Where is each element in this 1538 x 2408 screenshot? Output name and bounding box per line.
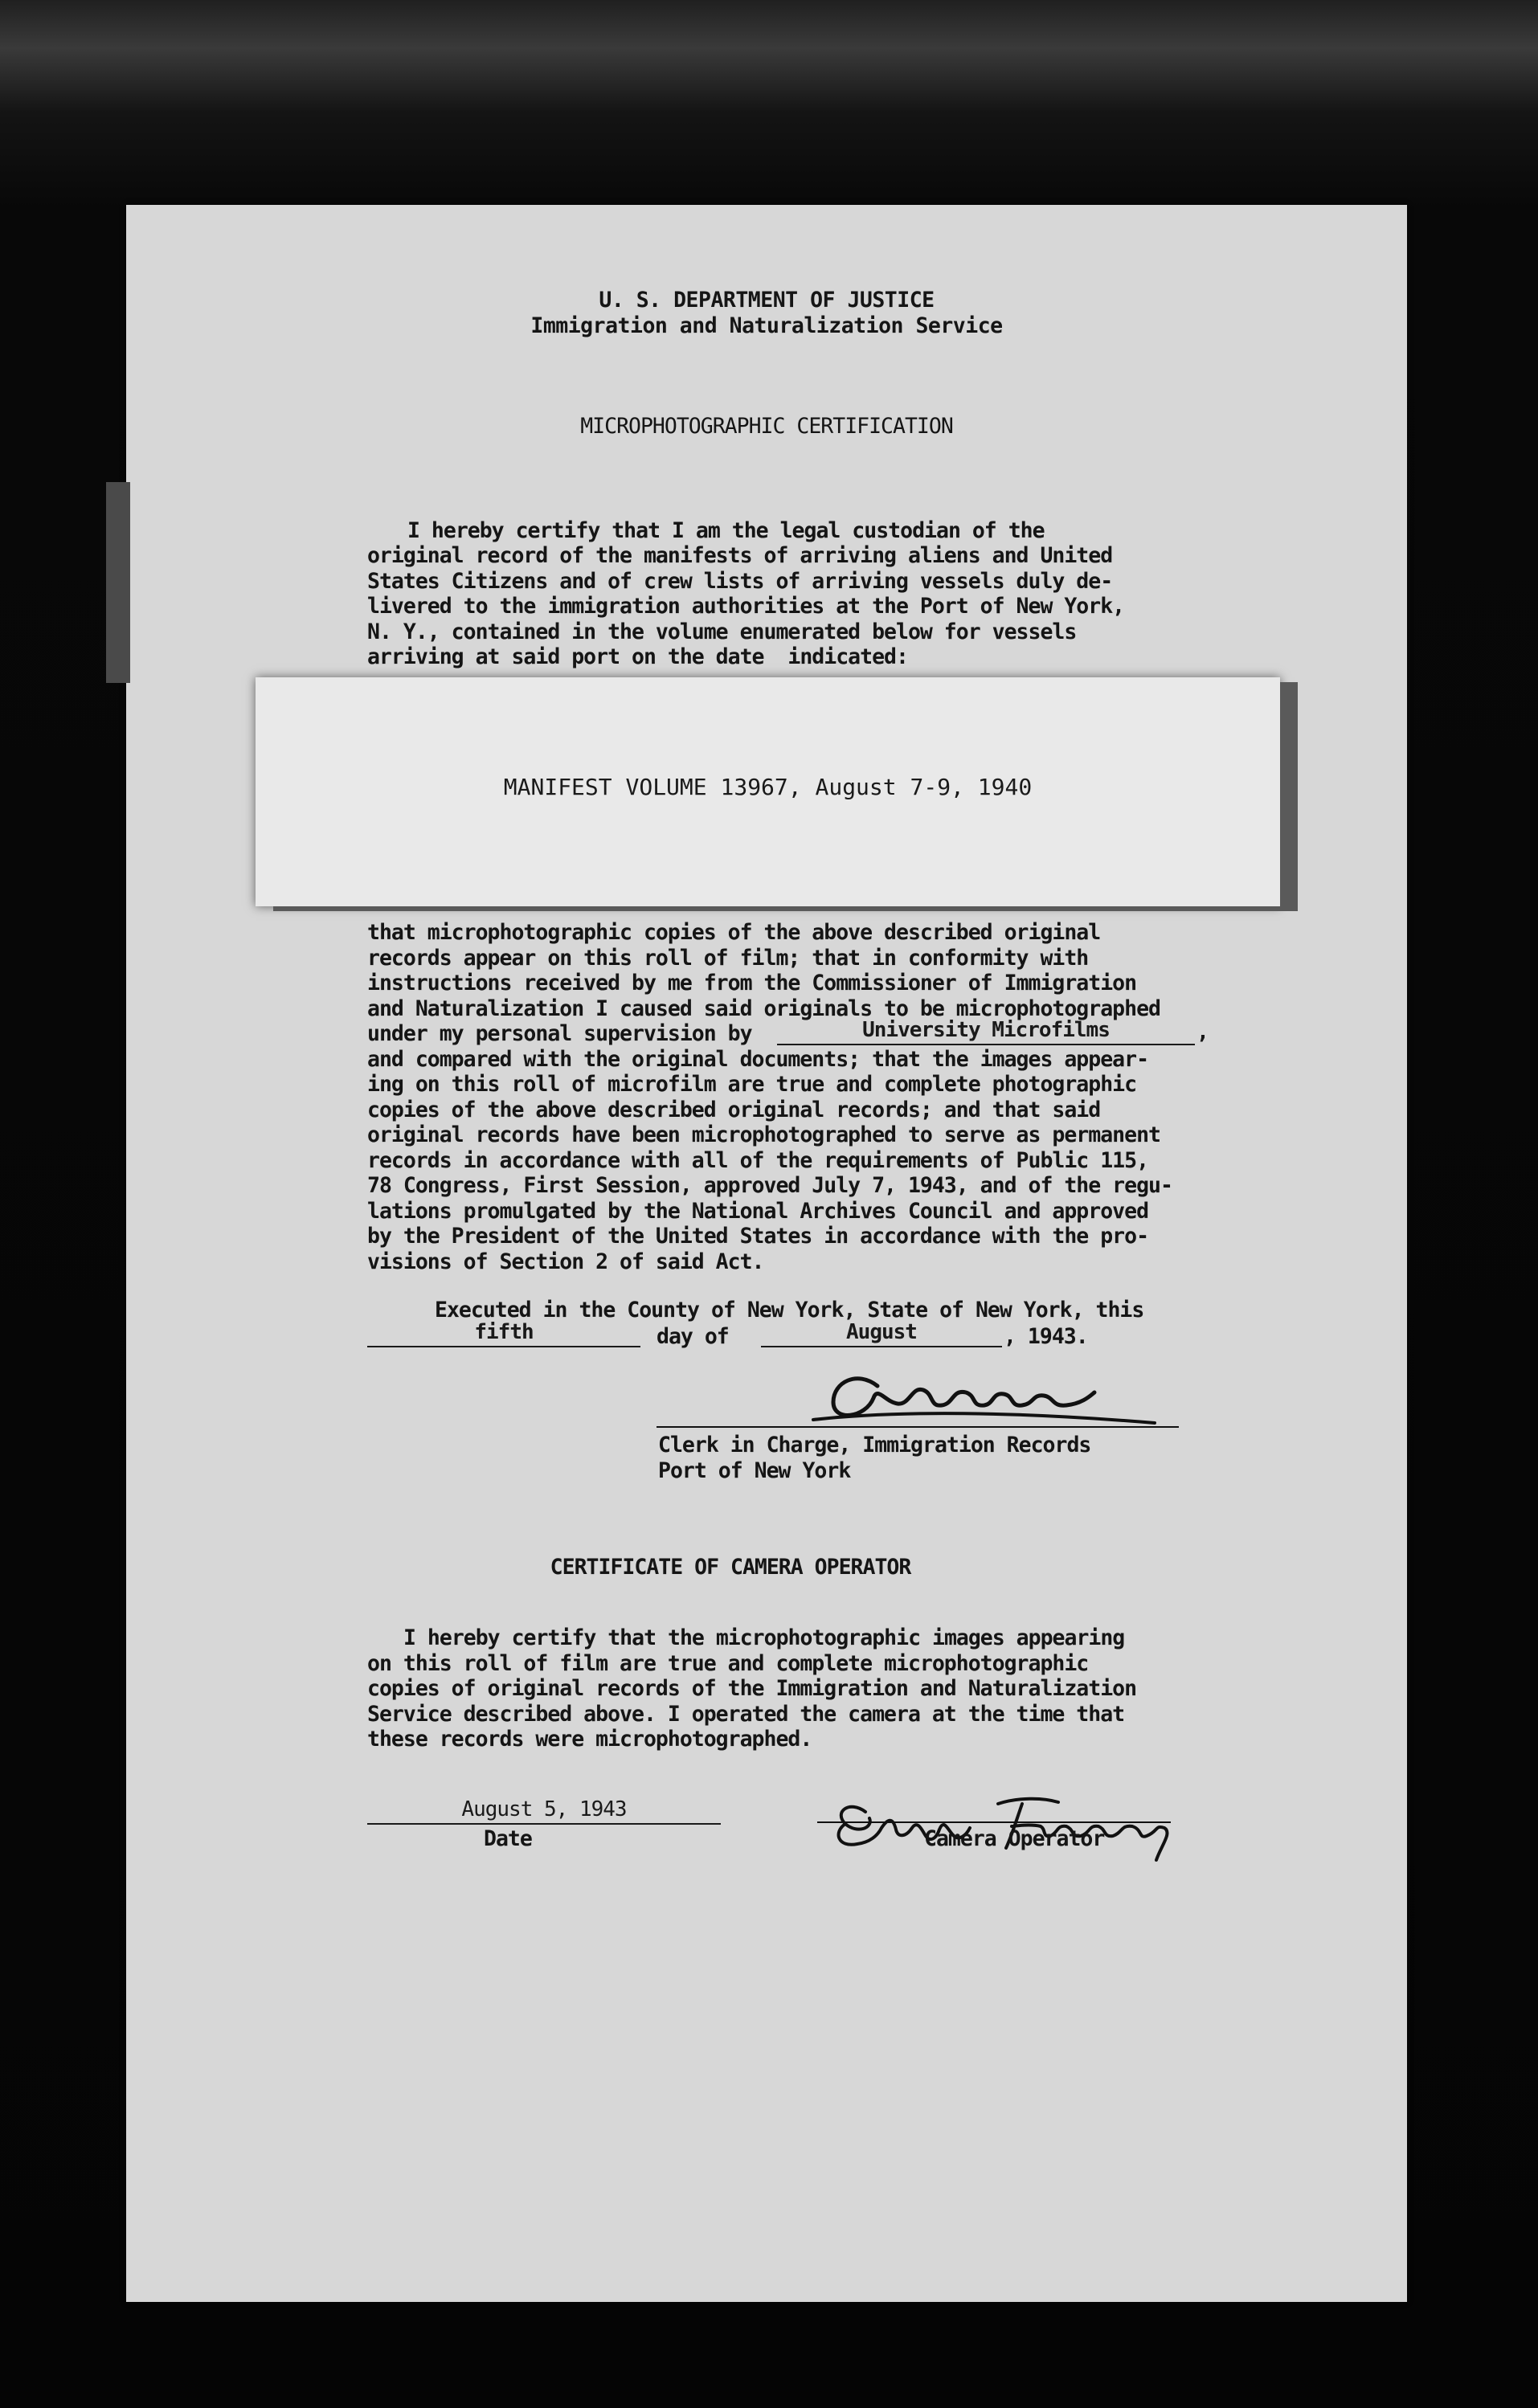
intro-line: N. Y., contained in the volume enumerated below for vessels <box>367 619 1077 644</box>
clerk-signature-line <box>657 1426 1179 1428</box>
executed-month-field: August <box>761 1320 1002 1347</box>
intro-line: arriving at said port on the date indicated: <box>367 644 908 669</box>
body-line: records in accordance with all of the requirements of Public 115, <box>367 1147 1149 1173</box>
body-paragraph <box>367 920 1172 1274</box>
body-line: instructions received by me from the Commissioner of Immigration <box>367 971 1137 995</box>
body-line: copies of the above described original records; and that said <box>367 1097 1101 1122</box>
camera-line: Service described above. I operated the camera at the time that <box>367 1701 1125 1727</box>
body-line: and Naturalization I caused said originals to be microphotographed <box>367 995 1160 1021</box>
body-line: original records have been microphotographed to serve as permanent <box>367 1122 1160 1147</box>
document-title: MICROPHOTOGRAPHIC CERTIFICATION <box>580 414 953 439</box>
slip-shadow <box>106 482 130 683</box>
manifest-slip <box>256 677 1280 906</box>
body-line: lations promulgated by the National Archives Council and approved <box>367 1198 1149 1224</box>
operator-date-label: Date <box>484 1826 532 1851</box>
operator-label: Camera Operator <box>924 1826 1105 1851</box>
camera-line: I hereby certify that the microphotographic images appearing <box>403 1625 1125 1650</box>
body-line: by the President of the United States in accordance with the pro- <box>367 1224 1149 1249</box>
department-heading: U. S. DEPARTMENT OF JUSTICE <box>599 288 935 313</box>
supervisor-comma: , <box>1196 1020 1209 1045</box>
executed-year: , 1943. <box>1004 1324 1088 1349</box>
executed-day-of: day of <box>657 1324 729 1349</box>
supervisor-field: University Microfilms <box>777 1018 1195 1045</box>
clerk-title: Clerk in Charge, Immigration Records <box>658 1433 1091 1457</box>
intro-paragraph-body <box>367 543 1124 670</box>
executed-day-field: fifth <box>367 1320 640 1347</box>
intro-line: original record of the manifests of arriving aliens and United <box>367 543 1113 568</box>
operator-signature-line <box>817 1821 1171 1823</box>
service-heading: Immigration and Naturalization Service <box>530 313 1003 338</box>
intro-line: livered to the immigration authorities at the Port of New York, <box>367 594 1125 619</box>
camera-paragraph <box>367 1625 1136 1752</box>
body-line: visions of Section 2 of said Act. <box>367 1249 764 1274</box>
body-line: records appear on this roll of film; that in conformity with <box>367 945 1089 971</box>
body-line: and compared with the original documents; that the images appear- <box>367 1046 1149 1072</box>
body-line: under my personal supervision by <box>367 1021 752 1046</box>
camera-section-title: CERTIFICATE OF CAMERA OPERATOR <box>550 1555 911 1580</box>
intro-line: I hereby certify that I am the legal custodian of the <box>407 518 1045 543</box>
certificate-page <box>126 205 1407 2302</box>
body-line: that microphotographic copies of the above described original <box>367 920 1101 945</box>
body-line: ing on this roll of microfilm are true and complete photographic <box>367 1072 1137 1097</box>
operator-date-field: August 5, 1943 <box>367 1797 721 1825</box>
camera-line: copies of original records of the Immigration and Naturalization <box>367 1676 1137 1701</box>
body-line: 78 Congress, First Session, approved July 7, 1943, and of the regu- <box>367 1173 1172 1198</box>
clerk-location: Port of New York <box>658 1458 851 1483</box>
executed-line: Executed in the County of New York, State of New York, this <box>435 1298 1144 1323</box>
manifest-label: MANIFEST VOLUME 13967, August 7-9, 1940 <box>503 774 1033 800</box>
operator-signature-scribble <box>801 1780 1219 1868</box>
camera-line: on this roll of film are true and complete microphotographic <box>367 1650 1089 1676</box>
camera-line: these records were microphotographed. <box>367 1727 812 1752</box>
intro-paragraph <box>367 518 1045 544</box>
intro-line: States Citizens and of crew lists of arriving vessels duly de- <box>367 568 1113 594</box>
clerk-signature-scribble <box>737 1354 1187 1442</box>
